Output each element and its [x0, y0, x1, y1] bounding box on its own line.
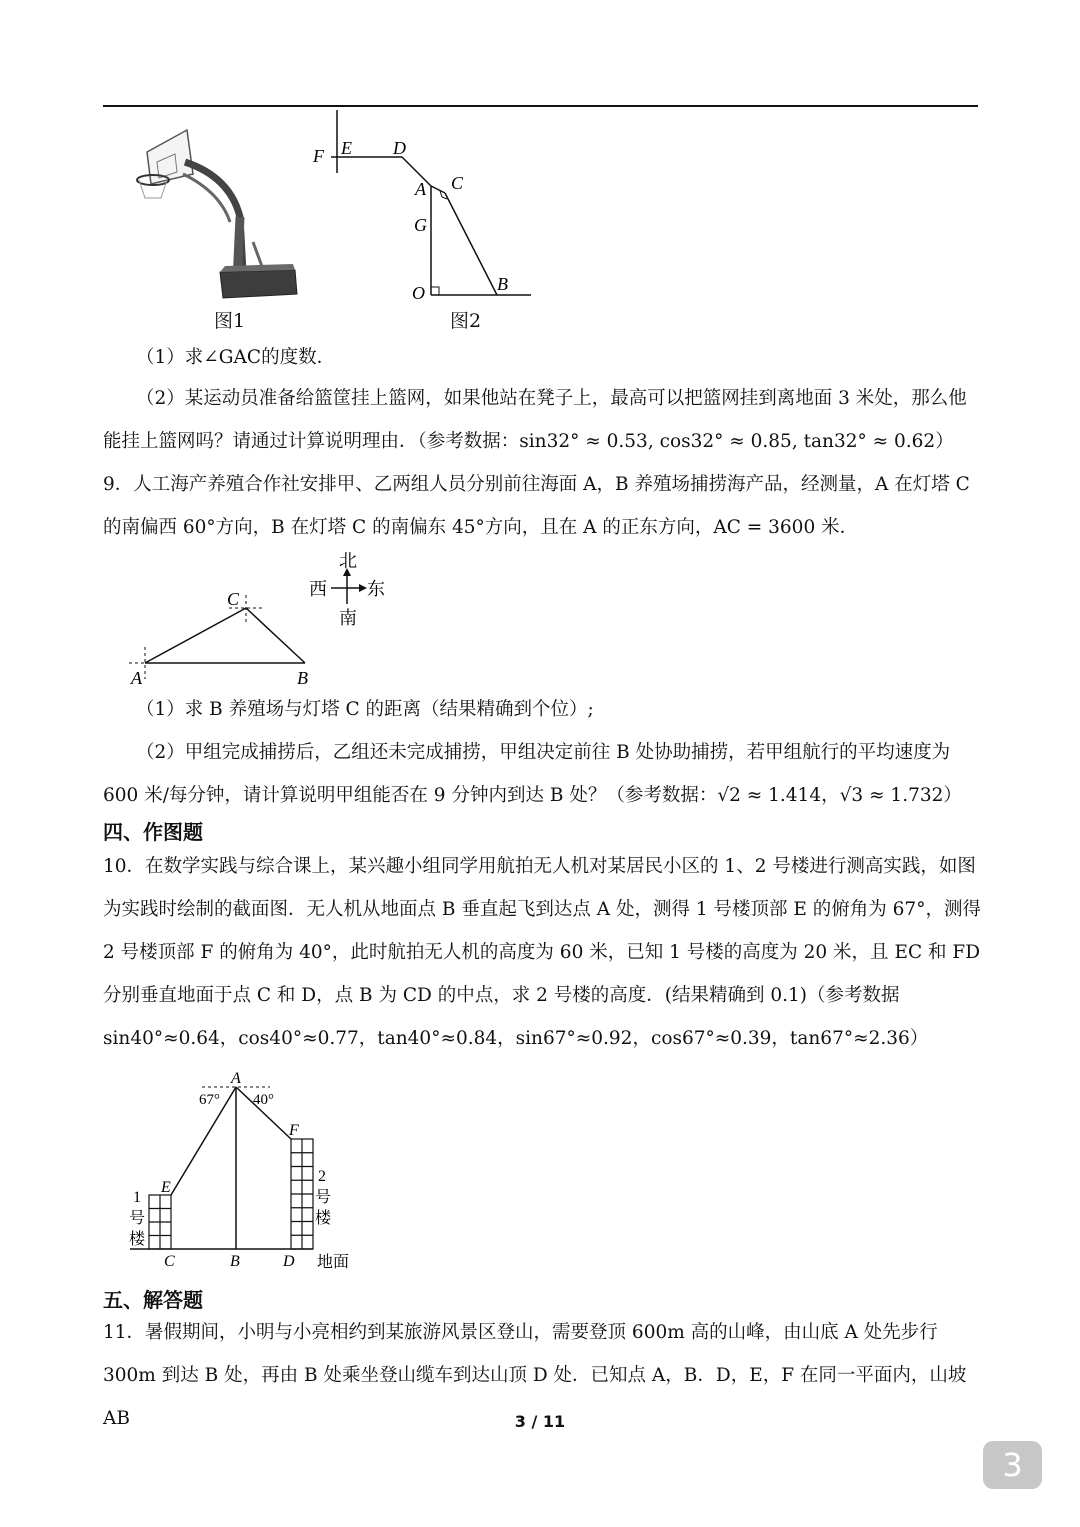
- basketball-hoop-photo: [125, 122, 305, 302]
- bldg2-label-3: 楼: [315, 1210, 332, 1227]
- label-f: F: [313, 146, 324, 166]
- figure-2-diagram: [305, 105, 540, 305]
- figure-1-caption: 图1: [214, 310, 246, 332]
- label-b: B: [497, 274, 508, 294]
- angle-40: 40°: [253, 1092, 274, 1108]
- label-d: D: [393, 138, 406, 158]
- label-o: O: [412, 283, 425, 303]
- section-4-heading: 四、作图题: [103, 820, 203, 844]
- label-c: C: [451, 173, 464, 193]
- building-1: [149, 1195, 171, 1249]
- label-a: A: [415, 179, 426, 199]
- ground-label: 地面: [317, 1254, 350, 1271]
- right-angle-o: [431, 287, 439, 295]
- bldg1-label-2: 号: [129, 1210, 146, 1227]
- compass-rose: [305, 548, 395, 633]
- figure-2-caption: 图2: [450, 310, 482, 332]
- building-2: [291, 1139, 313, 1249]
- label-b: B: [230, 1253, 240, 1270]
- label-a: A: [231, 1070, 241, 1087]
- angle-67: 67°: [199, 1092, 220, 1108]
- compass-south: 南: [339, 608, 357, 628]
- compass-north: 北: [339, 551, 357, 571]
- bldg1-label-3: 楼: [129, 1231, 146, 1248]
- compass-west: 西: [309, 579, 327, 599]
- label-e: E: [341, 138, 352, 158]
- label-a: A: [131, 668, 142, 688]
- label-b: B: [297, 668, 308, 688]
- q11-stem: 11．暑假期间，小明与小亮相约到某旅游风景区登山，需要登顶 600m 高的山峰，由山底 A 处先步行 300m 到达 B 处，再由 B 处乘坐登山缆车到达山顶 D 处．已知点 A，B．D，E，F 在同一平面内，山坡 AB: [103, 1322, 967, 1429]
- bldg2-label-1: 2: [318, 1168, 326, 1185]
- header-rule: [103, 105, 978, 107]
- q10-stem: 10．在数学实践与综合课上，某兴趣小组同学用航拍无人机对某居民小区的 1、2 号楼进行测高实践，如图为实践时绘制的截面图．无人机从地面点 B 垂直起飞到达点 A 处，测得 1 号楼顶部 E 的俯角为 67°，测得 2 号楼顶部 F 的俯角为 40°，此时航拍无人机的高度为 60 米，已知 1 号楼的高度为 20 米，且 EC 和 FD 分别垂直地面于点 C 和 D，点 B 为 CD 的中点，求 2 号楼的高度．(结果精确到 0.1)（参考数据 sin40°≈0.64，cos40°≈0.77，tan40°≈0.84，sin67°≈0.92，cos67°≈0.39，tan67°≈2.36）: [103, 856, 981, 1049]
- bldg1-label-1: 1: [133, 1189, 141, 1206]
- q9-part1: （1）求 B 养殖场与灯塔 C 的距离（结果精确到个位）;: [136, 699, 594, 720]
- section-5-heading: 五、解答题: [103, 1288, 203, 1312]
- segment-cb: [445, 193, 497, 295]
- q8-part2: （2）某运动员准备给篮筐挂上篮网，如果他站在凳子上，最高可以把篮网挂到离地面 3 米处，那么他能挂上篮网吗？请通过计算说明理由．（参考数据：sin32° ≈ 0.53, cos32° ≈ 0.85, tan32° ≈ 0.62）: [103, 388, 967, 452]
- label-e: E: [161, 1179, 171, 1196]
- label-c: C: [227, 589, 240, 609]
- label-g: G: [414, 215, 427, 235]
- q9-triangle-diagram: [125, 585, 325, 690]
- bldg2-label-2: 号: [315, 1189, 332, 1206]
- label-f: F: [289, 1122, 299, 1139]
- q8-part1: （1）求∠GAC的度数．: [136, 347, 336, 368]
- label-d: D: [283, 1253, 295, 1270]
- segment-ac: [431, 186, 445, 193]
- q9-stem: 9．人工海产养殖合作社安排甲、乙两组人员分别前往海面 A，B 养殖场捕捞海产品，经测量，A 在灯塔 C 的南偏西 60°方向，B 在灯塔 C 的南偏东 45°方向，且在 A 的正东方向，AC = 3600 米．: [103, 474, 970, 538]
- label-c: C: [164, 1253, 175, 1270]
- page-badge[interactable]: 3: [983, 1441, 1042, 1489]
- q9-part2: （2）甲组完成捕捞后，乙组还未完成捕捞，甲组决定前往 B 处协助捕捞，若甲组航行的平均速度为 600 米/每分钟，请计算说明甲组能否在 9 分钟内到达 B 处？（参考数据：√2 ≈ 1.414，√3 ≈ 1.732）: [103, 742, 962, 806]
- page-number: 3 / 11: [514, 1412, 566, 1431]
- q10-building-diagram: [125, 1063, 365, 1278]
- compass-east: 东: [367, 579, 385, 599]
